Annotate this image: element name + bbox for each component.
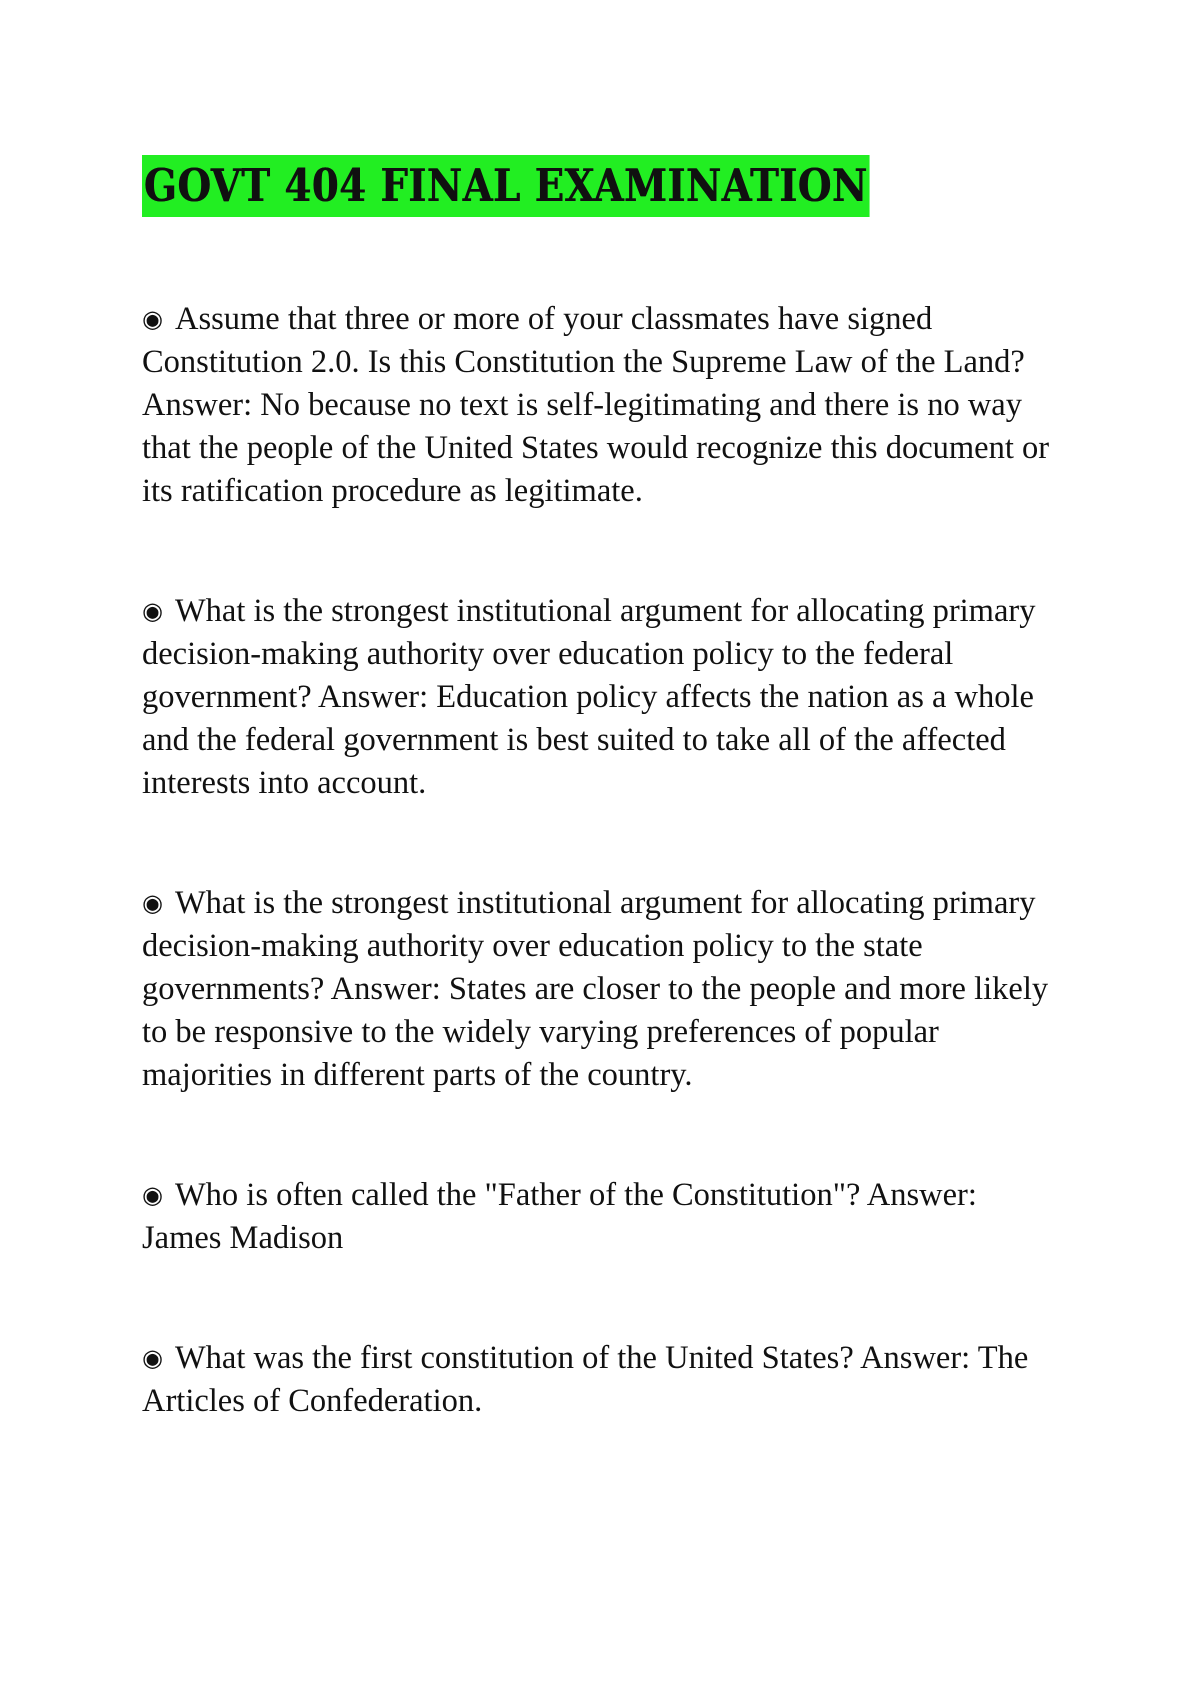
qa-text: Assume that three or more of your classmates have signed Constitution 2.0. Is this Constitution the Supreme Law of the Land? Answer: No because no text is self-legitimating and there is no way that the people of the United States would recognize this document or its ratification procedure as legitimate.: [142, 301, 1050, 509]
qa-text: What is the strongest institutional argument for allocating primary decision-making authority over education policy to the state governments? Answer: States are closer to the people and more likely to be responsive to the widely varying preferences of popular majorities in different parts of the country.: [142, 885, 1049, 1093]
page-title: GOVT 404 FINAL EXAMINATION: [142, 155, 869, 217]
fisheye-bullet-icon: ◉: [142, 1344, 163, 1372]
fisheye-bullet-icon: ◉: [142, 889, 163, 917]
qa-text: What was the first constitution of the United States? Answer: The Articles of Confederation.: [142, 1340, 1029, 1419]
fisheye-bullet-icon: ◉: [142, 305, 163, 333]
list-item: [142, 882, 1062, 1097]
list-item: [142, 1174, 1062, 1260]
list-item: [142, 298, 1062, 513]
list-item: [142, 1337, 1062, 1423]
list-item: [142, 590, 1062, 805]
qa-text: What is the strongest institutional argument for allocating primary decision-making authority over education policy to the federal government? Answer: Education policy affects the nation as a whole and the federal government is best suited to take all of the affected interests into account.: [142, 593, 1036, 801]
title-wrapper: [142, 155, 988, 217]
qa-list: [142, 298, 1062, 1423]
qa-text: Who is often called the "Father of the Constitution"? Answer: James Madison: [142, 1177, 977, 1256]
fisheye-bullet-icon: ◉: [142, 597, 163, 625]
fisheye-bullet-icon: ◉: [142, 1181, 163, 1209]
